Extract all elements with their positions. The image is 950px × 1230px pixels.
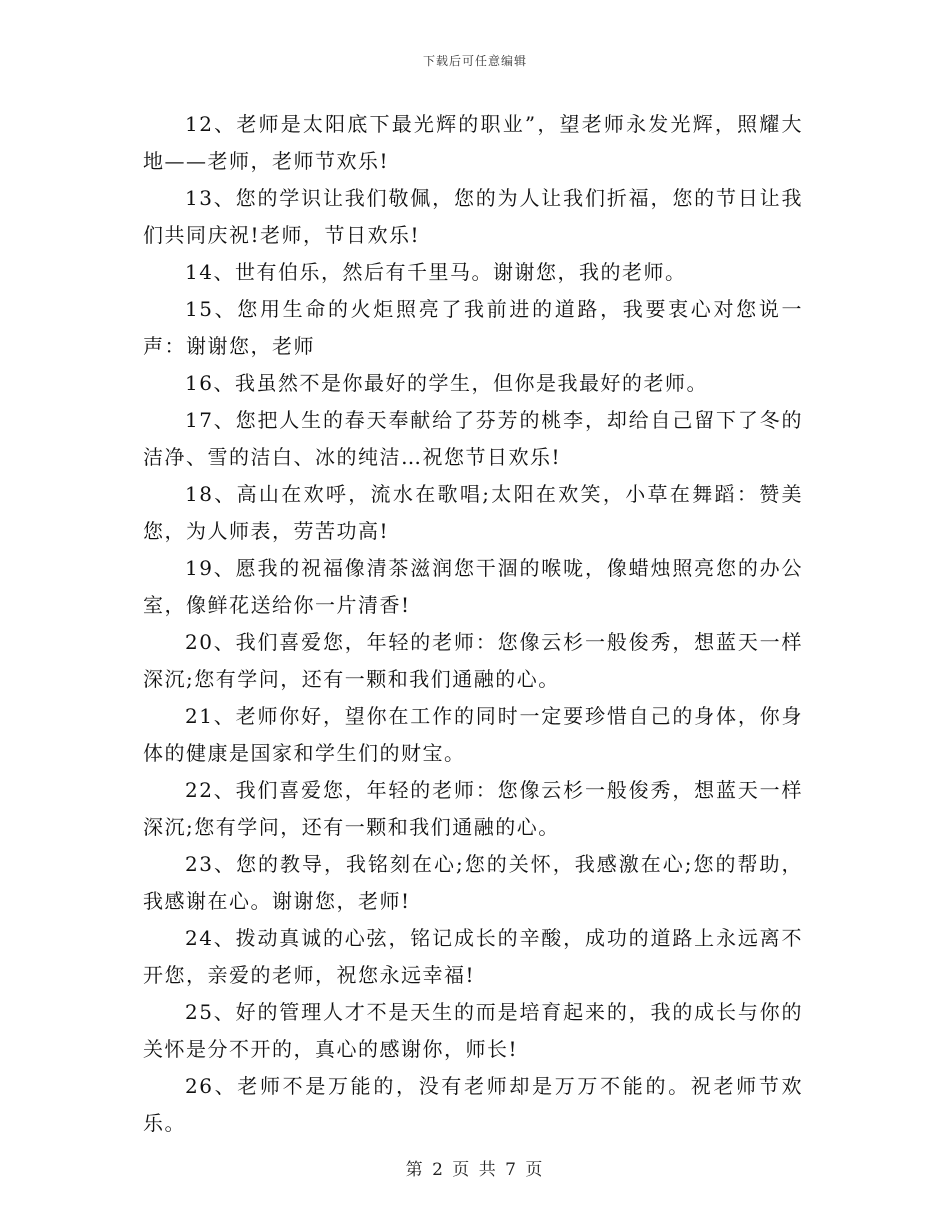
paragraph-21: 21、老师你好，望你在工作的同时一定要珍惜自己的身体，你身体的健康是国家和学生们的财宝。 (143, 704, 803, 765)
page-header-note: 下载后可任意编辑 (422, 54, 527, 68)
paragraph-22: 22、我们喜爱您，年轻的老师：您像云杉一般俊秀，想蓝天一样深沉;您有学问，还有一颗和我们通融的心。 (143, 778, 803, 839)
paragraph-20: 20、我们喜爱您，年轻的老师：您像云杉一般俊秀，想蓝天一样深沉;您有学问，还有一颗和我们通融的心。 (143, 630, 803, 691)
paragraph-12: 12、老师是太阳底下最光辉的职业”，望老师永发光辉，照耀大地——老师，老师节欢乐! (143, 112, 803, 173)
paragraph-26: 26、老师不是万能的，没有老师却是万万不能的。祝老师节欢乐。 (143, 1074, 803, 1135)
paragraph-15: 15、您用生命的火炬照亮了我前进的道路，我要衷心对您说一声：谢谢您，老师 (143, 297, 803, 358)
paragraph-18: 18、高山在欢呼，流水在歌唱;太阳在欢笑，小草在舞蹈：赞美您，为人师表，劳苦功高! (143, 482, 803, 543)
paragraph-24: 24、拨动真诚的心弦，铭记成长的辛酸，成功的道路上永远离不开您，亲爱的老师，祝您永远幸福! (143, 926, 803, 987)
paragraph-25: 25、好的管理人才不是天生的而是培育起来的，我的成长与你的关怀是分不开的，真心的感谢你，师长! (143, 1000, 803, 1061)
paragraph-23: 23、您的教导，我铭刻在心;您的关怀，我感激在心;您的帮助，我感谢在心。谢谢您，老师! (143, 852, 803, 913)
paragraph-17: 17、您把人生的春天奉献给了芬芳的桃李，却给自己留下了冬的洁净、雪的洁白、冰的纯洁…祝您节日欢乐! (143, 408, 803, 469)
paragraph-13: 13、您的学识让我们敬佩，您的为人让我们折福，您的节日让我们共同庆祝!老师，节日欢乐! (143, 186, 803, 247)
paragraph-14: 14、世有伯乐，然后有千里马。谢谢您，我的老师。 (185, 260, 687, 284)
document-body (143, 106, 803, 1142)
page-number: 第 2 页 共 7 页 (405, 1160, 545, 1180)
paragraph-16: 16、我虽然不是你最好的学生，但你是我最好的老师。 (185, 371, 708, 395)
paragraph-19: 19、愿我的祝福像清茶滋润您干涸的喉咙，像蜡烛照亮您的办公室，像鲜花送给你一片清香! (143, 556, 803, 617)
